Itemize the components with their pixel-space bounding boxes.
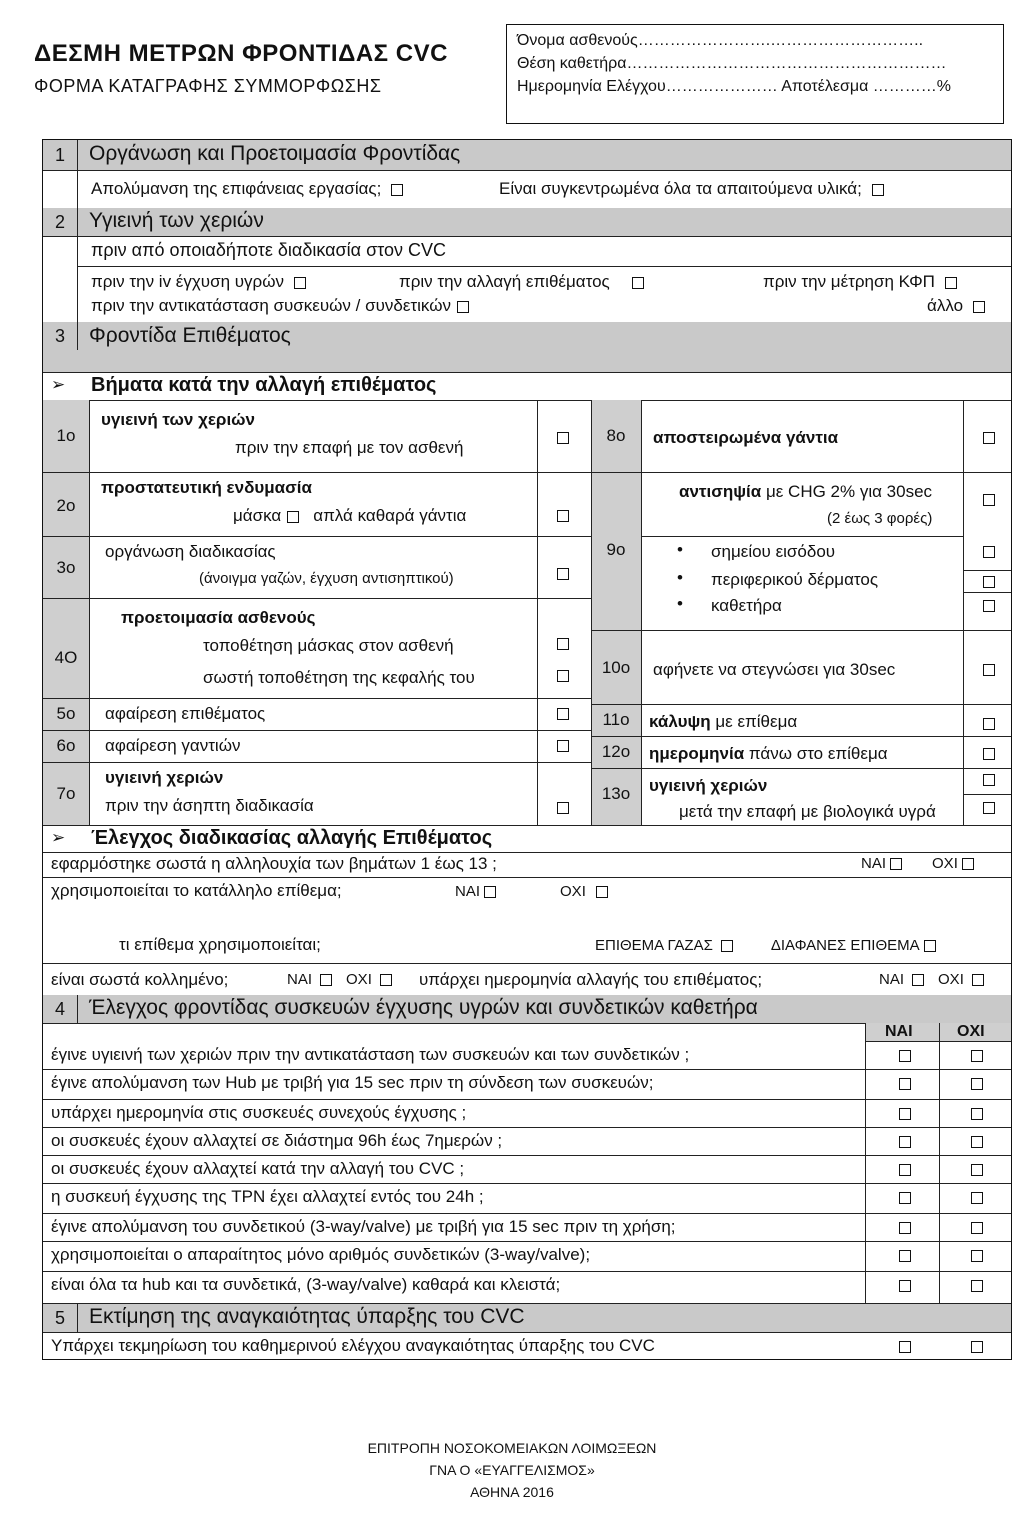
check-heading: Έλεγχος διαδικασίας αλλαγής Επιθέματος (91, 827, 493, 849)
section-5-row (43, 1331, 1011, 1361)
checkbox[interactable] (484, 886, 496, 898)
yes-label: ΝΑΙ (455, 883, 481, 900)
form-title: ΔΕΣΜΗ ΜΕΤΡΩΝ ΦΡΟΝΤΙΔΑΣ CVC (34, 40, 448, 67)
checkbox[interactable] (294, 277, 306, 289)
check-sequence: εφαρμόστηκε σωστά η αλληλουχία των βημάτων 1 έως 13 ; (51, 854, 497, 873)
check-heading-row (43, 825, 1011, 853)
checkbox[interactable] (983, 802, 995, 814)
checkbox[interactable] (557, 568, 569, 580)
checkbox[interactable] (945, 277, 957, 289)
step-2-gloves: απλά καθαρά γάντια (313, 506, 467, 525)
section-2-items (43, 236, 1011, 323)
checkbox[interactable] (557, 432, 569, 444)
step-8-number: 8ο (606, 426, 626, 445)
checkbox[interactable] (899, 1341, 911, 1353)
checkbox[interactable] (557, 510, 569, 522)
section-4-item: χρησιμοποιείται ο απαραίτητος μόνο αριθμός συνδετικών (3-way/valve); (51, 1245, 591, 1264)
section-1-title: Οργάνωση και Προετοιμασία Φροντίδας (89, 142, 461, 165)
checkbox[interactable] (457, 301, 469, 313)
checkbox[interactable] (899, 1280, 911, 1292)
step-9-title-bold: αντισηψία (679, 482, 762, 501)
step-7-number: 7ο (56, 784, 76, 803)
no-label: ΟΧΙ (938, 971, 964, 988)
correctly-adhered: είναι σωστά κολλημένο; (51, 970, 229, 989)
section-2-number: 2 (43, 208, 78, 236)
check-date-result-field[interactable]: Ημερομηνία Ελέγχου………………… Αποτέλεσμα …………% (517, 78, 952, 95)
gauze-dressing-label: ΕΠΙΘΕΜΑ ΓΑΖΑΣ (595, 937, 713, 954)
checkbox[interactable] (899, 1136, 911, 1148)
yes-column-header: ΝΑΙ (885, 1023, 913, 1040)
checkbox[interactable] (971, 1222, 983, 1234)
section-2-header (43, 208, 1011, 237)
no-label: ΟΧΙ (932, 855, 958, 872)
section-5-header (43, 1303, 1011, 1333)
step-13-sub: μετά την επαφή με βιολογικά υγρά (679, 802, 936, 821)
checkbox[interactable] (983, 600, 995, 612)
step-3-title: οργάνωση διαδικασίας (105, 542, 276, 561)
step-4-number: 4Ο (54, 648, 78, 667)
checkbox[interactable] (971, 1280, 983, 1292)
section-4-item: η συσκευή έγχυσης της TPN έχει αλλαχτεί εντός του 24h ; (51, 1187, 484, 1206)
step-2-mask: μάσκα (233, 506, 282, 525)
checkbox[interactable] (320, 974, 332, 986)
checkbox[interactable] (983, 576, 995, 588)
step-8-title: αποστειρωμένα γάντια (653, 428, 839, 447)
section-4-item: οι συσκευές έχουν αλλαχτεί σε διάστημα 96h έως 7ημερών ; (51, 1131, 503, 1150)
step-11-title-rest: με επίθεμα (710, 712, 798, 731)
step-13-number: 13ο (601, 784, 631, 803)
section-5-title: Εκτίμηση της αναγκαιότητας ύπαρξης του CVC (89, 1305, 525, 1328)
step-9-times: (2 έως 3 φορές) (827, 510, 933, 527)
checkbox[interactable] (962, 858, 974, 870)
checkbox[interactable] (899, 1050, 911, 1062)
section-4-item: έγινε απολύμανση των Hub με τριβή για 15 sec πριν τη σύνδεση των συσκευών; (51, 1073, 654, 1092)
dressing-type: τι επίθεμα χρησιμοποιείται; (119, 935, 321, 954)
no-label: ΟΧΙ (346, 971, 372, 988)
steps-heading: Βήματα κατά την αλλαγή επιθέματος (91, 374, 437, 396)
step-5-number: 5ο (56, 704, 76, 723)
section-5-item: Υπάρχει τεκμηρίωση του καθημερινού ελέγχου αναγκαιότητας ύπαρξης του CVC (51, 1336, 655, 1355)
step-2-number: 2ο (56, 496, 76, 515)
footer-committee: ΕΠΙΤΡΟΠΗ ΝΟΣΟΚΟΜΕΙΑΚΩΝ ΛΟΙΜΩΞΕΩΝ (367, 1440, 657, 1456)
footer-hospital: ΓΝΑ Ο «ΕΥΑΓΓΕΛΙΣΜΟΣ» (429, 1462, 595, 1478)
checkbox[interactable] (971, 1250, 983, 1262)
yes-label: ΝΑΙ (879, 971, 905, 988)
step-11-number: 11ο (602, 710, 630, 729)
step-4-sub1: τοποθέτηση μάσκας στον ασθενή (203, 636, 454, 655)
section-2-title: Υγιεινή των χεριών (89, 209, 264, 232)
step-1-title: υγιεινή των χεριών (101, 410, 255, 429)
checkbox[interactable] (971, 1050, 983, 1062)
checkbox[interactable] (983, 718, 995, 730)
checkbox[interactable] (899, 1250, 911, 1262)
step-1-sub: πριν την επαφή με τον ασθενή (235, 438, 464, 457)
hand-hygiene-other: άλλο (927, 296, 964, 315)
checkbox[interactable] (557, 740, 569, 752)
checkbox[interactable] (890, 858, 902, 870)
checkbox[interactable] (971, 1136, 983, 1148)
step-11-title-bold: κάλυψη (649, 712, 711, 731)
section-4-table (43, 1023, 1011, 1303)
checkbox[interactable] (380, 974, 392, 986)
transparent-dressing-label: ΔΙΑΦΑΝΕΣ ΕΠΙΘΕΜΑ (770, 937, 920, 954)
bullet-icon: • (677, 540, 683, 559)
step-4-title: προετοιμασία ασθενούς (121, 608, 316, 627)
checkbox[interactable] (391, 184, 403, 196)
patient-name-field[interactable]: Όνομα ασθενούς…………………….……………………….. (517, 32, 924, 49)
section-4-item: έγινε απολύμανση του συνδετικού (3-way/valve) με τριβή για 15 sec πριν τη χρήση; (51, 1217, 676, 1236)
section-5-number: 5 (43, 1304, 78, 1332)
checkbox[interactable] (973, 301, 985, 313)
section-1-header (43, 140, 1011, 171)
step-10-number: 10ο (601, 658, 631, 677)
checkbox[interactable] (971, 1192, 983, 1204)
checkbox[interactable] (983, 546, 995, 558)
checkbox[interactable] (899, 1108, 911, 1120)
section-4-number: 4 (43, 995, 78, 1023)
checkbox[interactable] (983, 748, 995, 760)
dressing-date-exists: υπάρχει ημερομηνία αλλαγής του επιθέματος; (419, 970, 763, 989)
checkbox[interactable] (983, 432, 995, 444)
checkbox[interactable] (557, 802, 569, 814)
checkbox[interactable] (899, 1164, 911, 1176)
appropriate-dressing-row (43, 877, 1011, 963)
bullet-icon: • (677, 594, 683, 613)
checkbox[interactable] (972, 974, 984, 986)
checkbox[interactable] (721, 940, 733, 952)
step-9-title-rest: με CHG 2% για 30sec (761, 482, 933, 501)
section-3-title: Φροντίδα Επιθέματος (89, 324, 291, 347)
adhered-row (43, 963, 1011, 997)
step-9-skin: περιφερικού δέρματος (711, 570, 879, 589)
step-12-title-bold: ημερομηνία (649, 744, 745, 763)
step-5-title: αφαίρεση επιθέματος (105, 704, 266, 723)
no-column-header: ΟΧΙ (957, 1023, 985, 1040)
no-label: ΟΧΙ (560, 883, 586, 900)
checkbox[interactable] (899, 1192, 911, 1204)
step-6-title: αφαίρεση γαντιών (105, 736, 241, 755)
checkbox[interactable] (899, 1078, 911, 1090)
section-4-item: υπάρχει ημερομηνία στις συσκευές συνεχούς έγχυσης ; (51, 1103, 467, 1122)
step-2-title: προστατευτική ενδυμασία (101, 478, 312, 497)
section-3-header (43, 322, 1011, 373)
step-13-title: υγιεινή χεριών (649, 776, 768, 795)
checkbox[interactable] (596, 886, 608, 898)
checkbox[interactable] (971, 1108, 983, 1120)
section-4-item: έγινε υγιεινή των χεριών πριν την αντικατάσταση των συσκευών και των συνδετικών ; (51, 1045, 690, 1064)
form-subtitle: ΦΟΡΜΑ ΚΑΤΑΓΡΑΦΗΣ ΣΥΜΜΟΡΦΩΣΗΣ (34, 76, 382, 96)
step-3-sub: (άνοιγμα γαζών, έγχυση αντισηπτικού) (199, 570, 454, 587)
footer-place-year: ΑΘΗΝΑ 2016 (470, 1484, 554, 1500)
hand-hygiene-iv: πριν την iv έγχυση υγρών (91, 272, 285, 291)
checkbox[interactable] (287, 511, 299, 523)
patient-info-box (506, 24, 1004, 124)
section-1-item-disinfect: Απολύμανση της επιφάνειας εργασίας; (91, 179, 382, 198)
checkbox[interactable] (912, 974, 924, 986)
hand-hygiene-dressing: πριν την αλλαγή επιθέματος (399, 272, 610, 291)
checkbox[interactable] (924, 940, 936, 952)
checkbox[interactable] (872, 184, 884, 196)
section-4-item: είναι όλα τα hub και τα συνδετικά, (3-way/valve) καθαρά και κλειστά; (51, 1275, 561, 1294)
section-1-item-materials: Είναι συγκεντρωμένα όλα τα απαιτούμενα υλικά; (499, 179, 862, 198)
arrow-icon: ➢ (51, 375, 66, 394)
checkbox[interactable] (971, 1078, 983, 1090)
checkbox[interactable] (971, 1164, 983, 1176)
checkbox[interactable] (632, 277, 644, 289)
yes-label: ΝΑΙ (861, 855, 887, 872)
hand-hygiene-cvp: πριν την μέτρηση ΚΦΠ (763, 272, 935, 291)
step-12-title-rest: πάνω στο επίθεμα (744, 744, 888, 763)
checkbox[interactable] (557, 670, 569, 682)
section-1-items (43, 170, 1011, 209)
checkbox[interactable] (557, 638, 569, 650)
step-10-title: αφήνετε να στεγνώσει για 30sec (653, 660, 896, 679)
checkbox[interactable] (983, 494, 995, 506)
step-7-sub: πριν την άσηπτη διαδικασία (105, 796, 314, 815)
yes-label: ΝΑΙ (287, 971, 313, 988)
check-sequence-row (43, 851, 1011, 878)
section-2-line1: πριν από οποιαδήποτε διαδικασία στον CVC (91, 240, 447, 260)
step-9-catheter: καθετήρα (711, 596, 782, 615)
catheter-position-field[interactable]: Θέση καθετήρα…………………………………………………… (517, 55, 947, 72)
checkbox[interactable] (899, 1222, 911, 1234)
appropriate-dressing: χρησιμοποιείται το κατάλληλο επίθεμα; (51, 881, 342, 900)
step-3-number: 3ο (56, 558, 76, 577)
step-9-entry-site: σημείου εισόδου (711, 542, 836, 561)
step-6-number: 6ο (56, 736, 76, 755)
step-1-number: 1ο (56, 426, 76, 445)
step-9-number: 9ο (606, 540, 626, 559)
checkbox[interactable] (983, 664, 995, 676)
section-1-number: 1 (43, 140, 78, 170)
step-7-title: υγιεινή χεριών (105, 768, 224, 787)
step-12-number: 12ο (601, 742, 631, 761)
section-4-header (43, 995, 1011, 1024)
section-4-item: οι συσκευές έχουν αλλαχτεί κατά την αλλαγή του CVC ; (51, 1159, 465, 1178)
form-body (42, 139, 1012, 1360)
step-4-sub2: σωστή τοποθέτηση της κεφαλής του (203, 668, 475, 687)
hand-hygiene-devices: πριν την αντικατάσταση συσκευών / συνδετικών (91, 296, 451, 315)
steps-grid (43, 400, 1011, 825)
section-4-title: Έλεγχος φροντίδας συσκευών έγχυσης υγρών και συνδετικών καθετήρα (89, 996, 758, 1019)
checkbox[interactable] (983, 774, 995, 786)
section-3-number: 3 (43, 322, 78, 350)
arrow-icon: ➢ (51, 828, 66, 847)
checkbox[interactable] (557, 708, 569, 720)
checkbox[interactable] (971, 1341, 983, 1353)
steps-heading-row (43, 372, 1011, 401)
bullet-icon: • (677, 568, 683, 587)
